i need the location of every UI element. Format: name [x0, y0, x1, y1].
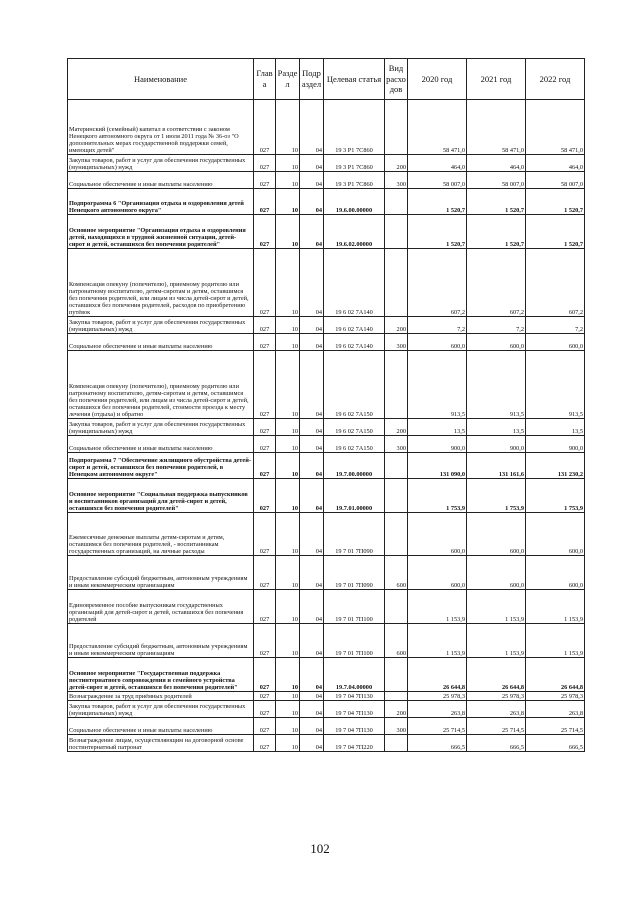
row-amount-2020: 1 153,9	[408, 624, 467, 658]
row-target-article: 19 6 02 7А140	[324, 249, 385, 317]
row-name: Основное мероприятие "Государственная поддержка постинтернатного сопровождения и семейного устройства детей-сирот и детей, оставшихся без попечения родителей"	[68, 658, 254, 692]
row-amount-2022: 600,0	[526, 513, 585, 556]
row-amount-2020: 600,0	[408, 513, 467, 556]
row-chapter: 027	[254, 215, 276, 249]
row-amount-2022: 1 153,9	[526, 624, 585, 658]
row-amount-2022: 666,5	[526, 735, 585, 752]
row-amount-2022: 1 153,9	[526, 590, 585, 624]
row-amount-2021: 263,8	[467, 701, 526, 718]
row-amount-2020: 13,5	[408, 419, 467, 436]
row-section: 10	[276, 334, 300, 351]
row-subsection: 04	[300, 692, 324, 701]
row-chapter: 027	[254, 453, 276, 479]
row-name: Ежемесячные денежные выплаты детям-сиротам и детям, оставшимся без попечения родителей, - воспитанникам государственных организаций, на личные расходы	[68, 513, 254, 556]
row-chapter: 027	[254, 513, 276, 556]
row-amount-2021: 600,0	[467, 513, 526, 556]
table-body	[68, 100, 585, 752]
row-target-article: 19 3 Р1 7С860	[324, 155, 385, 172]
row-section: 10	[276, 718, 300, 735]
table-row	[68, 436, 585, 453]
table-row	[68, 692, 585, 701]
table-row	[68, 735, 585, 752]
row-amount-2021: 58 007,0	[467, 172, 526, 189]
row-amount-2021: 131 161,6	[467, 453, 526, 479]
table-row	[68, 590, 585, 624]
row-amount-2022: 58 471,0	[526, 100, 585, 155]
row-target-article: 19 7 04 7П130	[324, 718, 385, 735]
table-row	[68, 351, 585, 419]
row-section: 10	[276, 100, 300, 155]
header-expense-type: Вид расхо дов	[385, 59, 408, 100]
row-subsection: 04	[300, 590, 324, 624]
row-section: 10	[276, 658, 300, 692]
table-row	[68, 155, 585, 172]
row-name: Основное мероприятие "Организация отдыха и оздоровления детей, находящихся в трудной жизненной ситуации, детей-сирот и детей, оставшихся без попечения родителей"	[68, 215, 254, 249]
table-row	[68, 419, 585, 436]
row-target-article: 19 6 02 7А140	[324, 317, 385, 334]
row-chapter: 027	[254, 479, 276, 513]
row-amount-2021: 900,0	[467, 436, 526, 453]
row-subsection: 04	[300, 658, 324, 692]
row-expense-type: 300	[385, 436, 408, 453]
row-amount-2020: 900,0	[408, 436, 467, 453]
row-chapter: 027	[254, 189, 276, 215]
row-chapter: 027	[254, 334, 276, 351]
row-chapter: 027	[254, 624, 276, 658]
table-row	[68, 453, 585, 479]
row-subsection: 04	[300, 436, 324, 453]
row-subsection: 04	[300, 334, 324, 351]
row-name: Компенсация опекуну (попечителю), приемному родителю или патронатному воспитателю, детям-сиротам и детям, оставшимся без попечения родителей, или лицам из числа детей-сирот и детей, оставшихся без попечения родителей, расходов по приобретению путёвок	[68, 249, 254, 317]
row-expense-type	[385, 351, 408, 419]
row-amount-2022: 600,0	[526, 556, 585, 590]
row-chapter: 027	[254, 590, 276, 624]
row-name: Закупка товаров, работ и услуг для обеспечения государственных (муниципальных) нужд	[68, 155, 254, 172]
row-subsection: 04	[300, 556, 324, 590]
row-amount-2021: 58 471,0	[467, 100, 526, 155]
row-amount-2022: 900,0	[526, 436, 585, 453]
row-target-article: 19 7 01 7П100	[324, 624, 385, 658]
row-subsection: 04	[300, 419, 324, 436]
row-amount-2020: 7,2	[408, 317, 467, 334]
row-amount-2022: 263,8	[526, 701, 585, 718]
row-amount-2022: 1 520,7	[526, 215, 585, 249]
row-amount-2022: 13,5	[526, 419, 585, 436]
row-amount-2020: 25 978,3	[408, 692, 467, 701]
row-amount-2021: 1 153,9	[467, 590, 526, 624]
row-subsection: 04	[300, 351, 324, 419]
row-expense-type	[385, 249, 408, 317]
row-subsection: 04	[300, 317, 324, 334]
row-name: Подпрограмма 6 "Организация отдыха и оздоровления детей Ненецкого автономного округа"	[68, 189, 254, 215]
row-expense-type	[385, 590, 408, 624]
row-amount-2022: 25 714,5	[526, 718, 585, 735]
row-section: 10	[276, 317, 300, 334]
row-subsection: 04	[300, 189, 324, 215]
table-header-row	[68, 59, 585, 100]
row-chapter: 027	[254, 735, 276, 752]
row-amount-2021: 1 520,7	[467, 189, 526, 215]
row-chapter: 027	[254, 556, 276, 590]
row-amount-2020: 263,8	[408, 701, 467, 718]
row-amount-2021: 913,5	[467, 351, 526, 419]
row-expense-type: 300	[385, 334, 408, 351]
row-section: 10	[276, 453, 300, 479]
row-amount-2022: 131 230,2	[526, 453, 585, 479]
table-row	[68, 556, 585, 590]
row-amount-2020: 913,5	[408, 351, 467, 419]
row-expense-type	[385, 658, 408, 692]
row-name: Социальное обеспечение и иные выплаты населению	[68, 172, 254, 189]
row-section: 10	[276, 624, 300, 658]
row-amount-2020: 58 471,0	[408, 100, 467, 155]
row-amount-2020: 600,0	[408, 556, 467, 590]
row-section: 10	[276, 172, 300, 189]
row-amount-2020: 1 520,7	[408, 189, 467, 215]
row-expense-type: 300	[385, 718, 408, 735]
row-chapter: 027	[254, 436, 276, 453]
row-amount-2021: 1 753,9	[467, 479, 526, 513]
row-amount-2021: 666,5	[467, 735, 526, 752]
row-amount-2020: 1 520,7	[408, 215, 467, 249]
row-expense-type: 200	[385, 419, 408, 436]
row-section: 10	[276, 556, 300, 590]
row-expense-type	[385, 513, 408, 556]
table-row	[68, 513, 585, 556]
row-section: 10	[276, 590, 300, 624]
row-amount-2021: 464,0	[467, 155, 526, 172]
row-subsection: 04	[300, 718, 324, 735]
row-target-article: 19 7 01 7П090	[324, 556, 385, 590]
row-name: Закупка товаров, работ и услуг для обеспечения государственных (муниципальных) нужд	[68, 419, 254, 436]
row-chapter: 027	[254, 658, 276, 692]
row-name: Вознаграждение за труд приёмных родителей	[68, 692, 254, 701]
row-subsection: 04	[300, 479, 324, 513]
row-section: 10	[276, 351, 300, 419]
row-target-article: 19.6.02.00000	[324, 215, 385, 249]
table-row	[68, 189, 585, 215]
row-amount-2022: 464,0	[526, 155, 585, 172]
row-section: 10	[276, 215, 300, 249]
row-expense-type	[385, 479, 408, 513]
row-expense-type	[385, 453, 408, 479]
row-amount-2020: 131 090,0	[408, 453, 467, 479]
row-amount-2020: 600,0	[408, 334, 467, 351]
row-subsection: 04	[300, 155, 324, 172]
row-name: Основное мероприятие "Социальная поддержка выпускников и воспитанников организаций для детей-сирот и детей, оставшихся без попечения родителей"	[68, 479, 254, 513]
row-expense-type	[385, 100, 408, 155]
row-expense-type: 200	[385, 317, 408, 334]
row-subsection: 04	[300, 453, 324, 479]
row-name: Предоставление субсидий бюджетным, автономным учреждениям и иным некоммерческим организациям	[68, 556, 254, 590]
row-chapter: 027	[254, 351, 276, 419]
row-amount-2021: 7,2	[467, 317, 526, 334]
table-row	[68, 658, 585, 692]
row-expense-type: 600	[385, 624, 408, 658]
row-target-article: 19 3 Р1 7С860	[324, 100, 385, 155]
row-target-article: 19 6 02 7А150	[324, 419, 385, 436]
header-year-2022: 2022 год	[526, 59, 585, 100]
row-target-article: 19 7 01 7П090	[324, 513, 385, 556]
row-expense-type	[385, 215, 408, 249]
row-target-article: 19 6 02 7А140	[324, 334, 385, 351]
header-chapter: Глав а	[254, 59, 276, 100]
row-amount-2022: 913,5	[526, 351, 585, 419]
row-target-article: 19 6 02 7А150	[324, 351, 385, 419]
row-expense-type: 600	[385, 556, 408, 590]
row-section: 10	[276, 249, 300, 317]
row-section: 10	[276, 419, 300, 436]
row-chapter: 027	[254, 701, 276, 718]
row-amount-2022: 7,2	[526, 317, 585, 334]
table-row	[68, 624, 585, 658]
row-name: Подпрограмма 7 "Обеспечение жилищного обустройства детей-сирот и детей, оставшихся без попечения родителей, в Ненецком автономном округе"	[68, 453, 254, 479]
row-amount-2020: 1 753,9	[408, 479, 467, 513]
row-expense-type	[385, 735, 408, 752]
table-row	[68, 334, 585, 351]
row-expense-type: 300	[385, 172, 408, 189]
row-amount-2021: 26 644,8	[467, 658, 526, 692]
row-target-article: 19.7.04.00000	[324, 658, 385, 692]
row-subsection: 04	[300, 100, 324, 155]
row-amount-2021: 600,0	[467, 556, 526, 590]
row-subsection: 04	[300, 215, 324, 249]
row-amount-2021: 1 520,7	[467, 215, 526, 249]
row-amount-2021: 1 153,9	[467, 624, 526, 658]
row-amount-2022: 58 007,0	[526, 172, 585, 189]
row-section: 10	[276, 692, 300, 701]
row-section: 10	[276, 189, 300, 215]
row-expense-type: 200	[385, 155, 408, 172]
row-target-article: 19.7.00.00000	[324, 453, 385, 479]
header-section: Разде л	[276, 59, 300, 100]
row-target-article: 19 7 04 7П130	[324, 701, 385, 718]
row-target-article: 19 7 04 7П130	[324, 692, 385, 701]
page-number: 102	[310, 841, 330, 856]
row-chapter: 027	[254, 100, 276, 155]
row-name: Единовременное пособие выпускникам государственных организаций для детей-сирот и детей, оставшихся без попечения родителей	[68, 590, 254, 624]
row-chapter: 027	[254, 692, 276, 701]
table-row	[68, 701, 585, 718]
row-expense-type: 200	[385, 701, 408, 718]
table-row	[68, 100, 585, 155]
table-row	[68, 249, 585, 317]
row-section: 10	[276, 479, 300, 513]
table-row	[68, 172, 585, 189]
row-target-article: 19.7.01.00000	[324, 479, 385, 513]
row-amount-2022: 600,0	[526, 334, 585, 351]
row-name: Закупка товаров, работ и услуг для обеспечения государственных (муниципальных) нужд	[68, 701, 254, 718]
table-row	[68, 718, 585, 735]
table-row	[68, 317, 585, 334]
row-amount-2022: 607,2	[526, 249, 585, 317]
row-amount-2021: 13,5	[467, 419, 526, 436]
row-amount-2021: 25 714,5	[467, 718, 526, 735]
row-name: Вознаграждение лицам, осуществляющим на договорной основе постинтернатный патронат	[68, 735, 254, 752]
row-chapter: 027	[254, 718, 276, 735]
row-name: Материнский (семейный) капитал в соответствии с законом Ненецкого автономного округа от 1 июля 2011 года № 36-оз "О дополнительных мерах государственной поддержки семей, имеющих детей"	[68, 100, 254, 155]
row-amount-2020: 1 153,9	[408, 590, 467, 624]
row-subsection: 04	[300, 701, 324, 718]
table-row	[68, 215, 585, 249]
table-row	[68, 479, 585, 513]
row-amount-2021: 607,2	[467, 249, 526, 317]
row-chapter: 027	[254, 317, 276, 334]
row-section: 10	[276, 701, 300, 718]
row-subsection: 04	[300, 735, 324, 752]
row-chapter: 027	[254, 419, 276, 436]
row-name: Компенсация опекуну (попечителю), приемному родителю или патронатному воспитателю, детям-сиротам и детям, оставшимся без попечения родителей, или лицам из числа детей-сирот и детей, оставшихся без попечения родителей, стоимости проезда к месту лечения (отдыха) и обратно	[68, 351, 254, 419]
row-section: 10	[276, 513, 300, 556]
header-year-2020: 2020 год	[408, 59, 467, 100]
row-amount-2020: 607,2	[408, 249, 467, 317]
row-expense-type	[385, 692, 408, 701]
row-amount-2022: 25 978,3	[526, 692, 585, 701]
row-chapter: 027	[254, 172, 276, 189]
row-amount-2021: 25 978,3	[467, 692, 526, 701]
row-chapter: 027	[254, 155, 276, 172]
row-name: Закупка товаров, работ и услуг для обеспечения государственных (муниципальных) нужд	[68, 317, 254, 334]
header-year-2021: 2021 год	[467, 59, 526, 100]
row-name: Социальное обеспечение и иные выплаты населению	[68, 334, 254, 351]
row-amount-2020: 464,0	[408, 155, 467, 172]
row-chapter: 027	[254, 249, 276, 317]
row-subsection: 04	[300, 172, 324, 189]
row-target-article: 19 7 04 7П220	[324, 735, 385, 752]
row-amount-2020: 25 714,5	[408, 718, 467, 735]
row-target-article: 19 7 01 7П100	[324, 590, 385, 624]
row-section: 10	[276, 155, 300, 172]
row-amount-2021: 600,0	[467, 334, 526, 351]
row-amount-2022: 26 644,8	[526, 658, 585, 692]
row-expense-type	[385, 189, 408, 215]
row-target-article: 19 3 Р1 7С860	[324, 172, 385, 189]
header-subsection: Подр аздел	[300, 59, 324, 100]
row-amount-2020: 666,5	[408, 735, 467, 752]
row-name: Предоставление субсидий бюджетным, автономным учреждениям и иным некоммерческим организациям	[68, 624, 254, 658]
row-subsection: 04	[300, 249, 324, 317]
budget-table	[67, 58, 585, 752]
row-amount-2020: 26 644,8	[408, 658, 467, 692]
row-target-article: 19 6 02 7А150	[324, 436, 385, 453]
row-amount-2022: 1 520,7	[526, 189, 585, 215]
header-name: Наименование	[68, 59, 254, 100]
row-section: 10	[276, 735, 300, 752]
row-section: 10	[276, 436, 300, 453]
row-subsection: 04	[300, 513, 324, 556]
row-subsection: 04	[300, 624, 324, 658]
row-target-article: 19.6.00.00000	[324, 189, 385, 215]
header-target-article: Целевая статья	[324, 59, 385, 100]
row-amount-2022: 1 753,9	[526, 479, 585, 513]
row-name: Социальное обеспечение и иные выплаты населению	[68, 718, 254, 735]
row-name: Социальное обеспечение и иные выплаты населению	[68, 436, 254, 453]
row-amount-2020: 58 007,0	[408, 172, 467, 189]
